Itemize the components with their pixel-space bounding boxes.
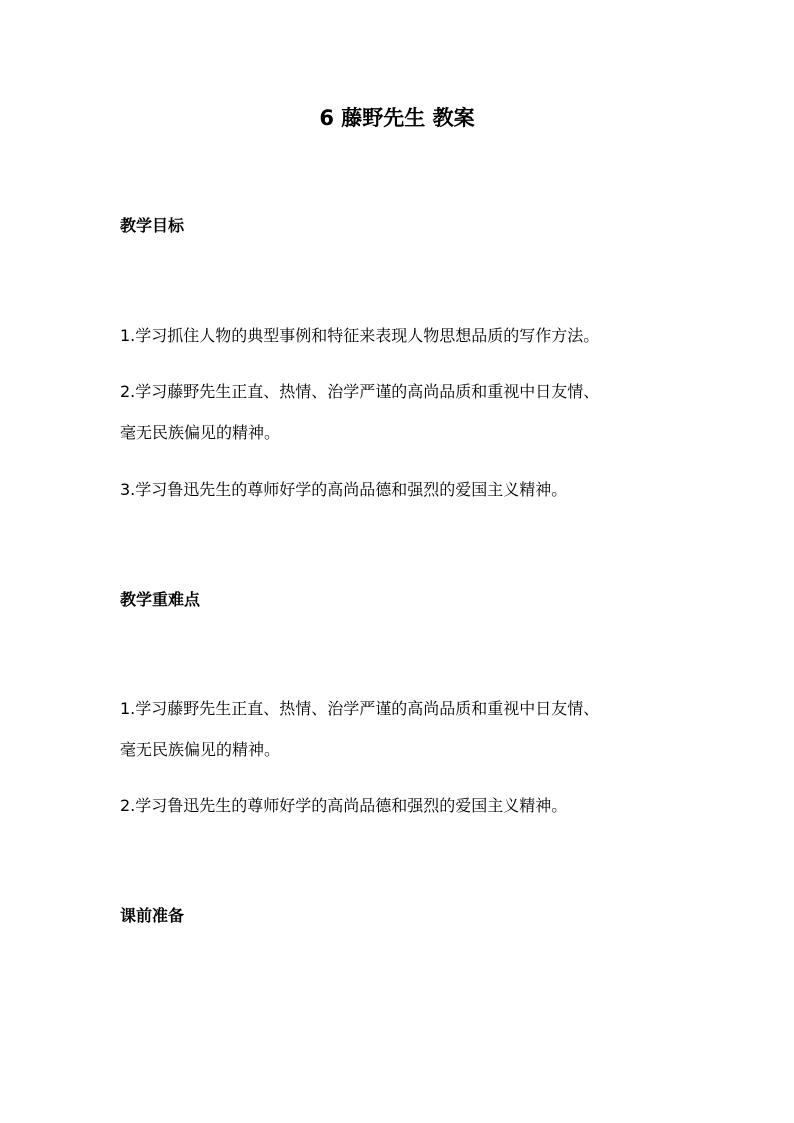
key-point-line-1: 1.学习藤野先生正直、热情、治学严谨的高尚品质和重视中日友情、 bbox=[120, 699, 600, 718]
section-heading-preparation: 课前准备 bbox=[120, 906, 185, 925]
key-point-line-2: 2.学习鲁迅先生的尊师好学的高尚品德和强烈的爱国主义精神。 bbox=[120, 796, 568, 815]
key-point-line-1-continued: 毫无民族偏见的精神。 bbox=[120, 740, 281, 759]
section-heading-objectives: 教学目标 bbox=[120, 216, 185, 235]
section-heading-key-points: 教学重难点 bbox=[120, 590, 201, 609]
objective-line-2-continued: 毫无民族偏见的精神。 bbox=[120, 423, 281, 442]
page-title: 6 藤野先生 教案 bbox=[319, 106, 475, 130]
objective-line-3: 3.学习鲁迅先生的尊师好学的高尚品德和强烈的爱国主义精神。 bbox=[120, 480, 568, 499]
objective-line-2: 2.学习藤野先生正直、热情、治学严谨的高尚品质和重视中日友情、 bbox=[120, 382, 600, 401]
objective-line-1: 1.学习抓住人物的典型事例和特征来表现人物思想品质的写作方法。 bbox=[120, 326, 600, 345]
